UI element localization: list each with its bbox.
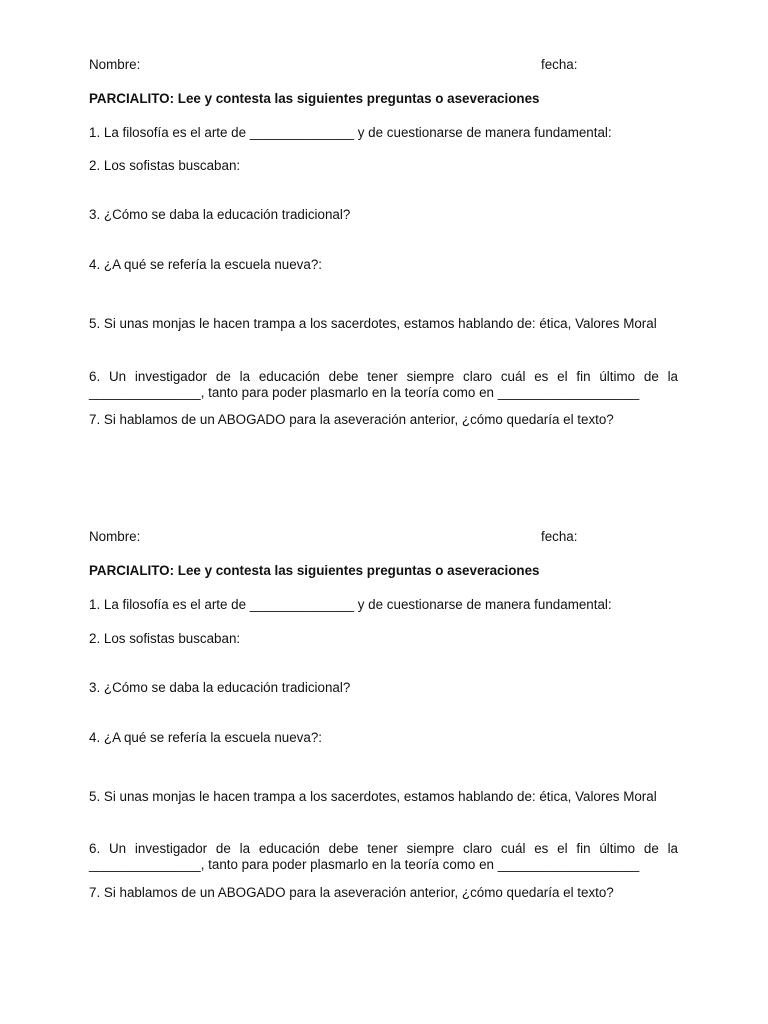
question-6: 6. Un investigador de la educación debe tener siempre claro cuál es el fin último de la _______________, tanto para poder plasmarlo en la teoría como en ___________________: [89, 841, 678, 872]
question-7: 7. Si hablamos de un ABOGADO para la aseveración anterior, ¿cómo quedaría el texto?: [89, 885, 614, 900]
question-7: 7. Si hablamos de un ABOGADO para la aseveración anterior, ¿cómo quedaría el texto?: [89, 412, 614, 427]
quiz-title: PARCIALITO: Lee y contesta las siguientes preguntas o aseveraciones: [89, 563, 540, 578]
nombre-label: Nombre:: [89, 57, 141, 72]
nombre-label: Nombre:: [89, 529, 141, 544]
question-2: 2. Los sofistas buscaban:: [89, 631, 241, 646]
question-3: 3. ¿Cómo se daba la educación tradicional?: [89, 207, 351, 222]
question-6: 6. Un investigador de la educación debe tener siempre claro cuál es el fin último de la _______________, tanto para poder plasmarlo en la teoría como en ___________________: [89, 369, 678, 400]
question-3: 3. ¿Cómo se daba la educación tradicional?: [89, 680, 351, 695]
question-5: 5. Si unas monjas le hacen trampa a los sacerdotes, estamos hablando de: ética, Valores Moral: [89, 316, 657, 331]
question-2: 2. Los sofistas buscaban:: [89, 158, 241, 173]
question-4: 4. ¿A qué se refería la escuela nueva?:: [89, 257, 322, 272]
question-4: 4. ¿A qué se refería la escuela nueva?:: [89, 730, 322, 745]
question-5: 5. Si unas monjas le hacen trampa a los sacerdotes, estamos hablando de: ética, Valores Moral: [89, 789, 657, 804]
fecha-label: fecha:: [541, 529, 578, 544]
fecha-label: fecha:: [541, 57, 578, 72]
quiz-title: PARCIALITO: Lee y contesta las siguientes preguntas o aseveraciones: [89, 91, 540, 106]
question-1: 1. La filosofía es el arte de ______________ y de cuestionarse de manera fundamental:: [89, 597, 612, 612]
question-1: 1. La filosofía es el arte de ______________ y de cuestionarse de manera fundamental:: [89, 125, 612, 140]
